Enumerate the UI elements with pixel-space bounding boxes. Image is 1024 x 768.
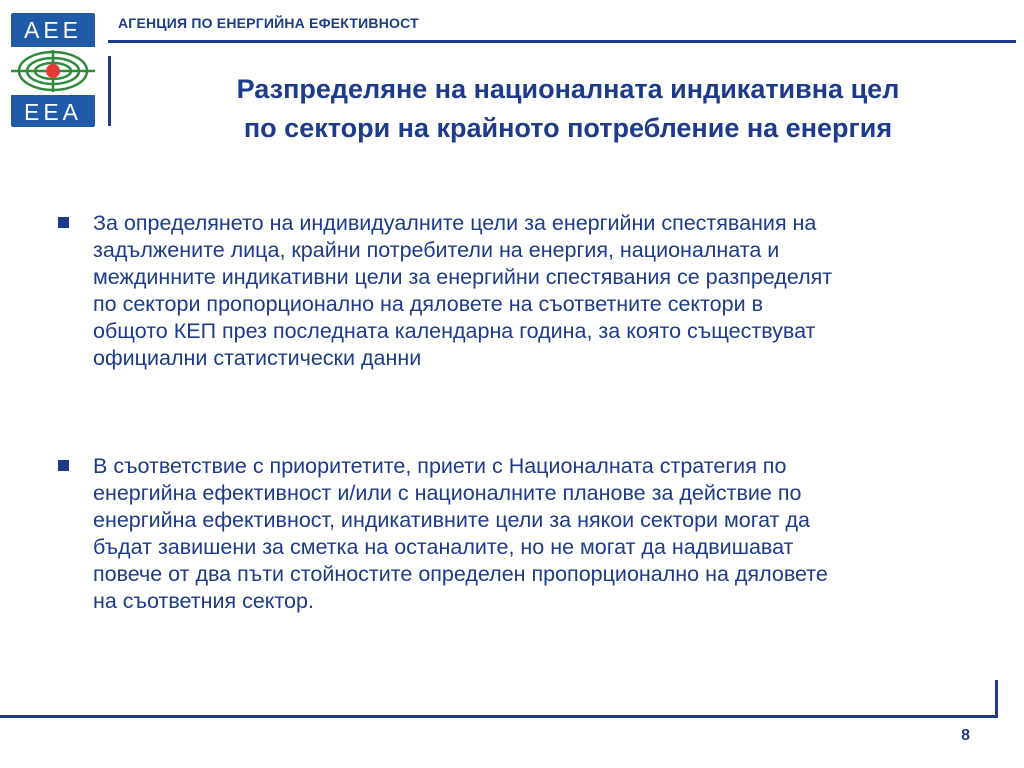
logo-bottom-text: EEA <box>23 99 83 125</box>
bullet-text <box>93 453 993 615</box>
bullet-line: За определянето на индивидуалните цели за енергийни спестявания на <box>93 211 817 235</box>
bullet-line: задължените лица, крайни потребители на енергия, националната и <box>93 238 780 262</box>
page-title <box>118 70 1018 148</box>
bullet-line: официални статистически данни <box>93 346 422 370</box>
bullet-line: енергийна ефективност, индикативните цели за някои сектори могат да <box>93 508 810 532</box>
footer-vertical-divider <box>995 680 998 718</box>
bullet-line: междинните индикативни цели за енергийни спестявания се разпределят <box>93 265 833 289</box>
bullet-line: В съответствие с приоритетите, приети с Националната стратегия по <box>93 454 787 478</box>
energy-orbit-icon <box>11 47 95 95</box>
bullet-line: бъдат завишени за сметка на останалите, но не могат да надвишават <box>93 535 794 559</box>
header-vertical-divider <box>108 56 111 126</box>
bullet-line: повече от два пъти стойностите определен пропорционално на дяловете <box>93 562 828 586</box>
title-line-1: Разпределяне на националната индикативна цел <box>236 74 900 104</box>
logo-top-text: AEE <box>23 17 83 43</box>
header-divider <box>108 40 1016 43</box>
title-line-2: по сектори на крайното потребление на енергия <box>243 113 893 143</box>
bullet-line: по сектори пропорционално на дяловете на съответните сектори в <box>93 292 763 316</box>
bullet-line: на съответния сектор. <box>93 589 314 613</box>
square-bullet-icon <box>58 217 69 228</box>
agency-logo <box>11 13 95 127</box>
bullet-line: енергийна ефективност и/или с националните планове за действие по <box>93 481 802 505</box>
bullet-text <box>93 210 993 372</box>
bullet-line: общото КЕП през последната календарна година, за която съществуват <box>93 319 816 343</box>
footer-divider <box>0 715 998 718</box>
page-number: 8 <box>961 727 970 744</box>
square-bullet-icon <box>58 460 69 471</box>
logo-emblem <box>11 47 95 95</box>
agency-name: АГЕНЦИЯ ПО ЕНЕРГИЙНА ЕФЕКТИВНОСТ <box>118 15 419 31</box>
